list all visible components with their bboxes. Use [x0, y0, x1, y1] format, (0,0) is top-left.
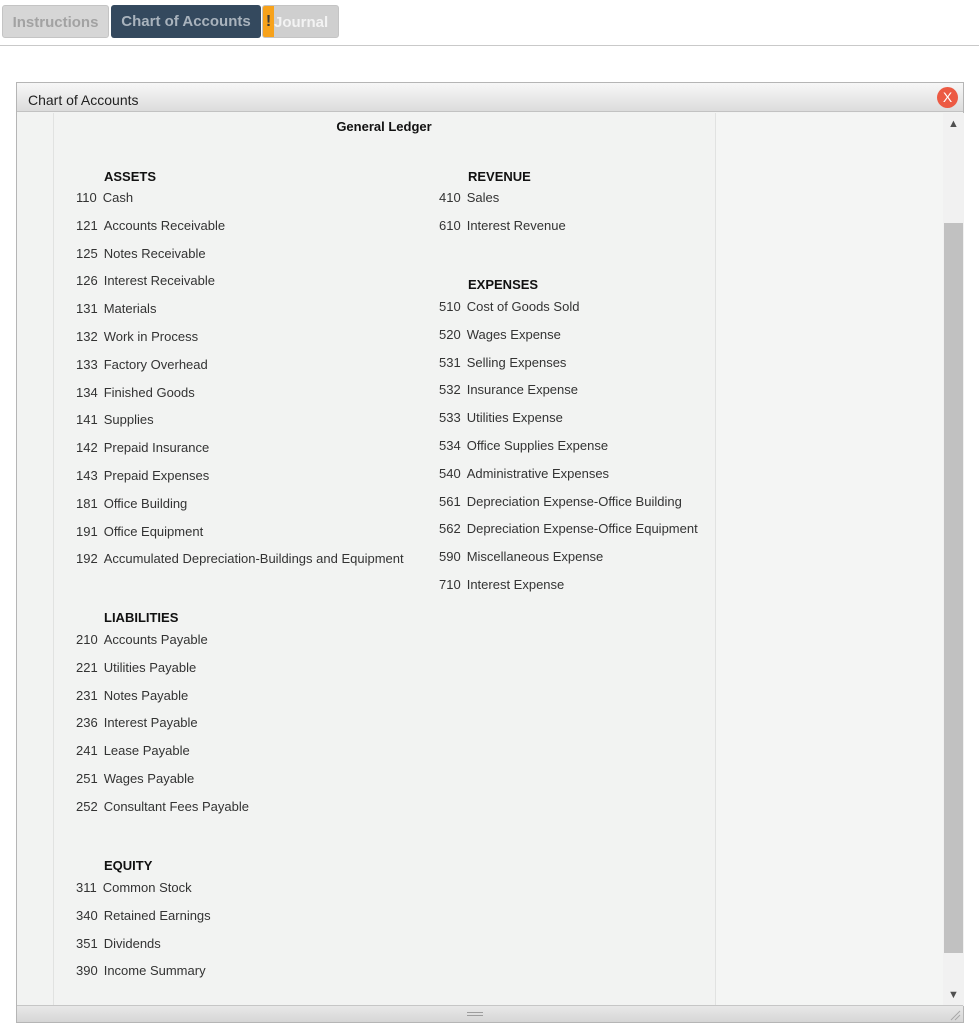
- account-row: [439, 521, 698, 536]
- account-name: Interest Expense: [466, 577, 565, 592]
- account-number: 131: [76, 301, 98, 317]
- account-number: 340: [76, 907, 98, 923]
- account-name: Utilities Expense: [466, 410, 563, 426]
- account-row: [76, 688, 188, 703]
- account-number: 531: [439, 354, 461, 370]
- account-number: 241: [76, 743, 98, 759]
- account-row: [76, 936, 161, 951]
- account-name: Accounts Receivable: [103, 217, 226, 233]
- account-name: Selling Expenses: [466, 354, 567, 370]
- account-row: [76, 329, 198, 344]
- divider: [53, 113, 54, 1006]
- account-row: [439, 466, 609, 481]
- account-row: [439, 438, 608, 453]
- account-number: 191: [76, 523, 98, 539]
- empty-panel: [716, 113, 943, 1006]
- account-name: Work in Process: [103, 329, 199, 344]
- account-row: [76, 273, 215, 288]
- account-number: 540: [439, 465, 461, 481]
- account-row: [76, 468, 209, 483]
- account-row: [439, 218, 566, 233]
- close-icon: X: [942, 89, 953, 105]
- account-row: [76, 301, 156, 316]
- account-name: Factory Overhead: [103, 356, 208, 372]
- account-row: [76, 440, 209, 455]
- account-name: Office Equipment: [103, 523, 204, 539]
- account-row: [439, 299, 579, 314]
- account-name: Wages Expense: [466, 326, 561, 342]
- dialog-header[interactable]: [17, 83, 963, 112]
- account-number: 252: [76, 798, 98, 814]
- account-number: 121: [76, 217, 98, 233]
- account-number: 311: [76, 880, 97, 895]
- account-number: 192: [76, 551, 98, 567]
- account-number: 210: [76, 632, 98, 647]
- account-name: Miscellaneous Expense: [466, 549, 604, 565]
- account-number: 221: [76, 659, 98, 675]
- section-heading-liabilities: LIABILITIES: [104, 610, 179, 625]
- account-name: Common Stock: [102, 880, 192, 895]
- account-number: 534: [439, 438, 461, 453]
- account-row: [76, 660, 196, 675]
- account-name: Prepaid Insurance: [103, 440, 210, 456]
- account-name: Depreciation Expense-Office Building: [466, 493, 682, 509]
- account-row: [76, 412, 154, 427]
- account-number: 510: [439, 299, 461, 314]
- account-row: [76, 963, 206, 978]
- account-row: [439, 410, 563, 425]
- account-name: Interest Revenue: [466, 217, 566, 233]
- account-name: Office Supplies Expense: [466, 438, 609, 453]
- account-number: 126: [76, 273, 98, 289]
- account-number: 410: [439, 190, 461, 205]
- account-name: Prepaid Expenses: [103, 468, 210, 483]
- account-row: [76, 715, 198, 730]
- account-name: Wages Payable: [103, 771, 195, 786]
- account-number: 134: [76, 384, 98, 400]
- divider: [715, 113, 716, 1006]
- ledger-content[interactable]: [17, 113, 943, 1006]
- account-name: Office Building: [103, 495, 188, 511]
- account-number: 390: [76, 963, 98, 979]
- account-row: [76, 799, 249, 814]
- vertical-scrollbar[interactable]: [943, 113, 964, 1006]
- triangle-up-icon[interactable]: ▲: [948, 118, 959, 130]
- account-number: 132: [76, 329, 98, 344]
- section-heading-expenses: EXPENSES: [468, 277, 539, 292]
- account-name: Finished Goods: [103, 384, 195, 400]
- account-number: 610: [439, 217, 461, 233]
- account-name: Sales: [466, 190, 500, 205]
- tab-journal[interactable]: [262, 5, 339, 38]
- account-row: [439, 494, 682, 509]
- account-number: 251: [76, 771, 98, 786]
- account-number: 143: [76, 468, 98, 483]
- section-heading-equity: EQUITY: [104, 858, 153, 873]
- account-name: Lease Payable: [103, 743, 190, 759]
- account-row: [76, 771, 194, 786]
- scroll-thumb[interactable]: [944, 223, 963, 953]
- tab-bar: [0, 0, 979, 46]
- account-number: 561: [439, 493, 461, 509]
- account-number: 110: [76, 190, 97, 205]
- account-name: Interest Payable: [103, 715, 198, 731]
- account-row: [76, 551, 404, 566]
- account-name: Depreciation Expense-Office Equipment: [466, 521, 698, 537]
- section-heading-assets: ASSETS: [104, 169, 157, 184]
- account-number: 236: [76, 715, 98, 731]
- tab-instructions[interactable]: Instructions: [2, 5, 109, 38]
- account-name: Consultant Fees Payable: [103, 798, 249, 814]
- account-name: Utilities Payable: [103, 659, 197, 675]
- account-name: Dividends: [103, 935, 161, 951]
- account-row: [439, 382, 578, 397]
- account-number: 533: [439, 410, 461, 426]
- account-number: 520: [439, 326, 461, 342]
- account-name: Administrative Expenses: [466, 465, 610, 481]
- account-row: [76, 908, 211, 923]
- tab-journal-label: Journal: [274, 14, 329, 31]
- account-row: [76, 190, 133, 205]
- section-heading-revenue: REVENUE: [468, 169, 531, 184]
- account-name: Materials: [103, 301, 157, 317]
- account-name: Accounts Payable: [103, 632, 208, 647]
- account-row: [76, 880, 192, 895]
- account-row: [439, 327, 561, 342]
- account-name: Cash: [102, 190, 134, 205]
- account-row: [76, 743, 190, 758]
- close-button[interactable]: [937, 87, 958, 108]
- account-name: Notes Payable: [103, 687, 189, 703]
- account-row: [76, 496, 187, 511]
- tab-chart-of-accounts[interactable]: Chart of Accounts: [111, 5, 261, 38]
- account-number: 125: [76, 245, 98, 261]
- triangle-down-icon[interactable]: ▼: [948, 989, 959, 1001]
- account-row: [439, 549, 603, 564]
- account-row: [76, 218, 225, 233]
- account-name: Income Summary: [103, 963, 206, 979]
- dialog-title: Chart of Accounts: [28, 92, 139, 108]
- account-name: Notes Receivable: [103, 245, 206, 261]
- account-number: 562: [439, 521, 461, 537]
- account-number: 181: [76, 495, 98, 511]
- account-number: 532: [439, 382, 461, 398]
- account-row: [76, 632, 208, 647]
- account-name: Supplies: [103, 412, 154, 428]
- chart-of-accounts-dialog: [16, 82, 964, 1023]
- account-name: Insurance Expense: [466, 382, 578, 398]
- account-row: [76, 246, 206, 261]
- resize-grip-icon[interactable]: [949, 1009, 961, 1021]
- account-number: 710: [439, 577, 461, 592]
- account-row: [76, 385, 195, 400]
- account-name: Cost of Goods Sold: [466, 299, 580, 314]
- account-name: Retained Earnings: [103, 907, 211, 923]
- resize-handle[interactable]: [467, 1012, 483, 1016]
- exclamation-icon: !: [263, 6, 274, 37]
- ledger-title: General Ledger: [336, 119, 432, 134]
- account-row: [439, 190, 499, 205]
- account-row: [76, 524, 203, 539]
- account-number: 590: [439, 549, 461, 565]
- account-row: [76, 357, 208, 372]
- account-name: Interest Receivable: [103, 273, 215, 289]
- account-number: 231: [76, 687, 98, 703]
- account-number: 133: [76, 356, 98, 372]
- dialog-footer: [17, 1005, 963, 1022]
- account-name: Accumulated Depreciation-Buildings and Equipment: [103, 551, 404, 567]
- account-number: 351: [76, 935, 98, 951]
- account-row: [439, 355, 566, 370]
- account-row: [439, 577, 564, 592]
- account-number: 142: [76, 440, 98, 456]
- account-number: 141: [76, 412, 98, 428]
